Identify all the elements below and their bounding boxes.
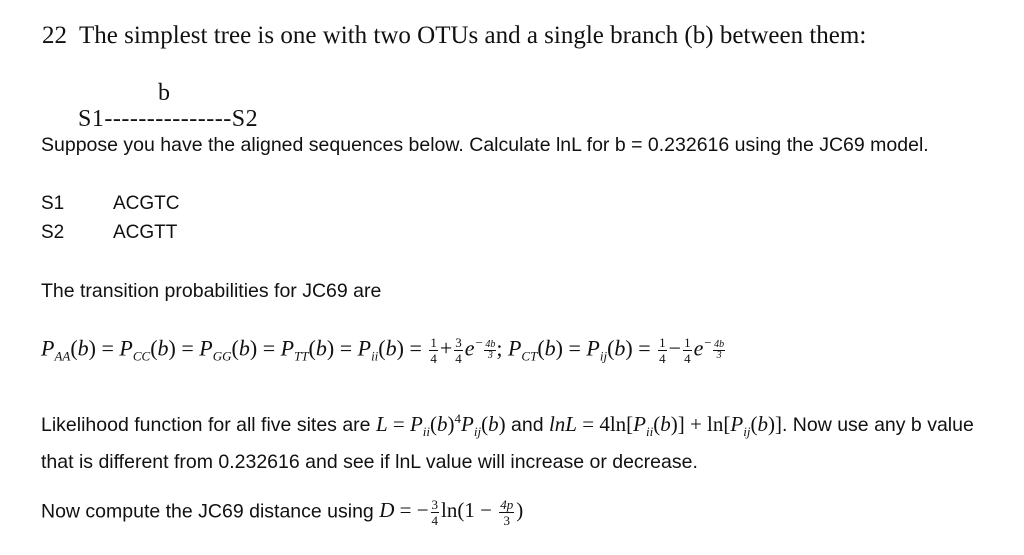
question-number: 22 xyxy=(42,22,67,49)
transition-equation: $P_{AA}(b) = P_{CC}(b) = P_{GG}(b) = P_{TT}(b) = P_{ii}(b)$ = $\frac{1}{4}$ + $\frac{3}{4}$ e− $\frac{4b}{3}$ ; $P_{CT}(b) = P_{ij}(b)$ = $\frac{1}{4}$ − $\frac{1}{4}$ e− $\frac{4b}{3}$ xyxy=(41,334,725,366)
loglikelihood-formula: $\ln L = 4\ln[P_{ii}(b)] + \ln[P_{ij}(b)]$ xyxy=(548,412,782,440)
likelihood-post: . Now use any b value that is different from 0.232616 and see if lnL value will increase or decrease. xyxy=(41,414,974,474)
sequence-value: ACGTC xyxy=(113,193,180,214)
question-heading xyxy=(42,22,866,50)
likelihood-pre: Likelihood function for all five sites are xyxy=(41,414,376,436)
sequence-name: S1 xyxy=(41,193,65,214)
intro-text: Suppose you have the aligned sequences below. Calculate lnL for b = 0.232616 using the JC69 model. xyxy=(41,134,929,156)
likelihood-paragraph xyxy=(41,404,1001,477)
distance-formula: D = − $\frac{3}{4}$ ln(1 − $\frac{4p}{3}$ ) xyxy=(379,497,524,528)
sequence-name: S2 xyxy=(41,222,65,243)
distance-pre: Now compute the JC69 distance using xyxy=(41,500,380,523)
tree-diagram: S1---------------S2 xyxy=(78,106,259,132)
transition-intro: The transition probabilities for JC69 are xyxy=(41,280,382,302)
distance-instruction xyxy=(41,498,523,527)
branch-label: b xyxy=(158,80,170,106)
likelihood-formula: $L = P_{ii}(b)^4P_{ij}(b)$ xyxy=(375,411,506,440)
question-text: The simplest tree is one with two OTUs and a single branch (b) between them: xyxy=(79,22,867,49)
likelihood-mid: and xyxy=(505,414,549,436)
sequence-value: ACGTT xyxy=(113,222,178,243)
